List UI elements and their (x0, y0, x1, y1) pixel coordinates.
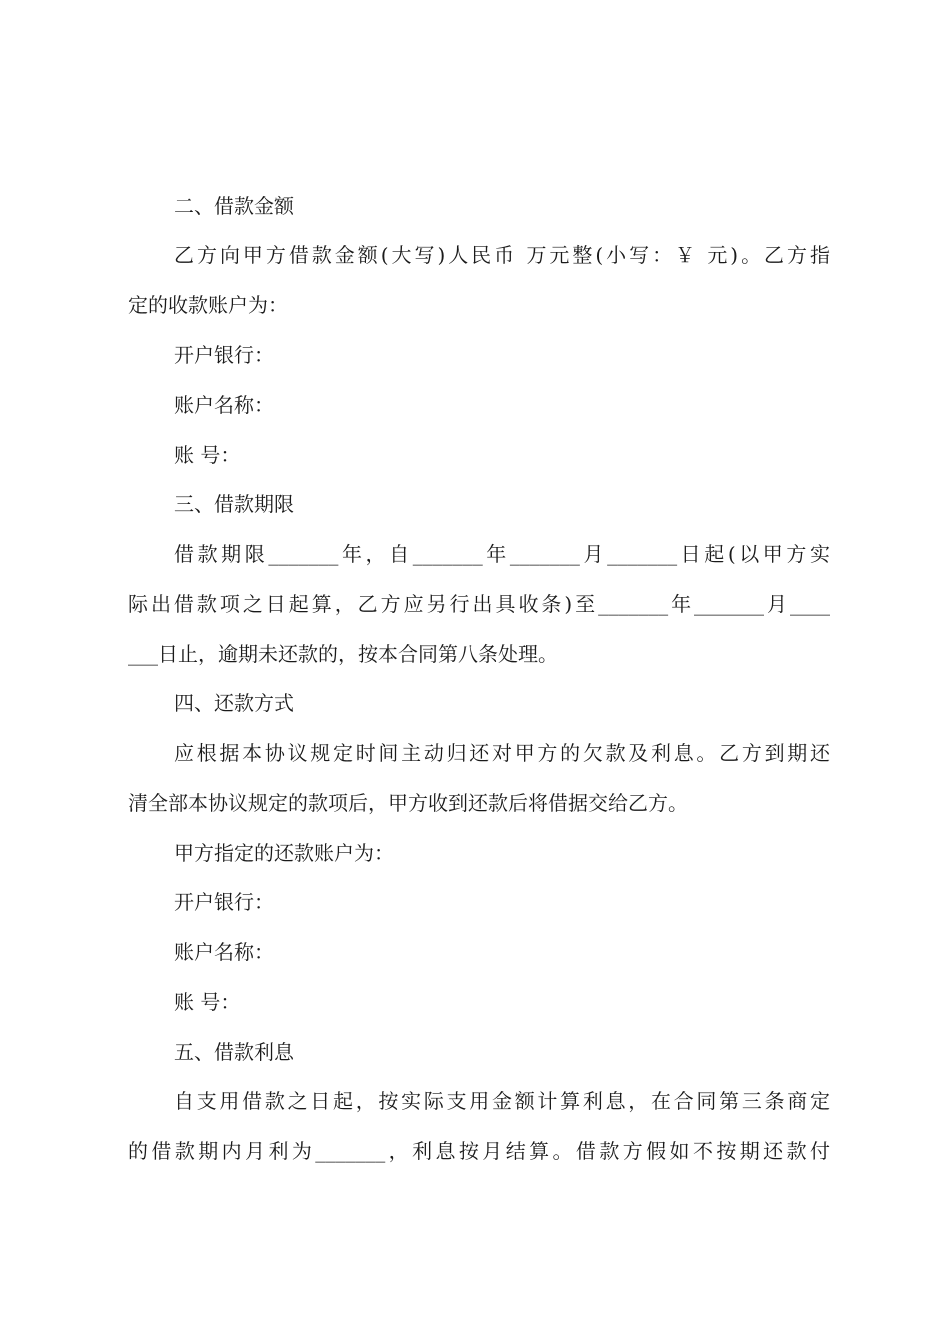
section-heading-repayment: 四、还款方式 (174, 691, 294, 715)
paragraph-line: 自支用借款之日起，按实际支用金额计算利息，在合同第三条商定 (174, 1089, 830, 1113)
paragraph-line: 应根据本协议规定时间主动归还对甲方的欠款及利息。乙方到期还 (174, 741, 830, 765)
paragraph-line: 清全部本协议规定的款项后，甲方收到还款后将借据交给乙方。 (128, 791, 688, 815)
section-heading-loan-term: 三、借款期限 (174, 492, 294, 516)
field-label-account-name: 账户名称： (174, 393, 274, 417)
field-label-account-number: 账 号： (174, 990, 241, 1014)
section-heading-interest: 五、借款利息 (174, 1040, 294, 1064)
paragraph-line: 甲方指定的还款账户为： (174, 841, 394, 865)
field-label-account-name: 账户名称： (174, 940, 274, 964)
paragraph-line: 借款期限_______年，自_______年_______月_______日起(以甲方实 (174, 542, 830, 566)
paragraph-line: ___日止，逾期未还款的，按本合同第八条处理。 (128, 642, 558, 666)
paragraph-line: 的借款期内月利为_______，利息按月结算。借款方假如不按期还款付 (128, 1139, 830, 1163)
paragraph-line: 定的收款账户为： (128, 293, 288, 317)
paragraph-line: 际出借款项之日起算，乙方应另行出具收条)至_______年_______月____ (128, 592, 830, 616)
field-label-bank: 开户银行： (174, 890, 274, 914)
field-label-account-number: 账 号： (174, 443, 241, 467)
paragraph-line: 乙方向甲方借款金额(大写)人民币 万元整(小写：￥ 元)。乙方指 (174, 243, 830, 267)
field-label-bank: 开户银行： (174, 343, 274, 367)
section-heading-loan-amount: 二、借款金额 (174, 194, 294, 218)
